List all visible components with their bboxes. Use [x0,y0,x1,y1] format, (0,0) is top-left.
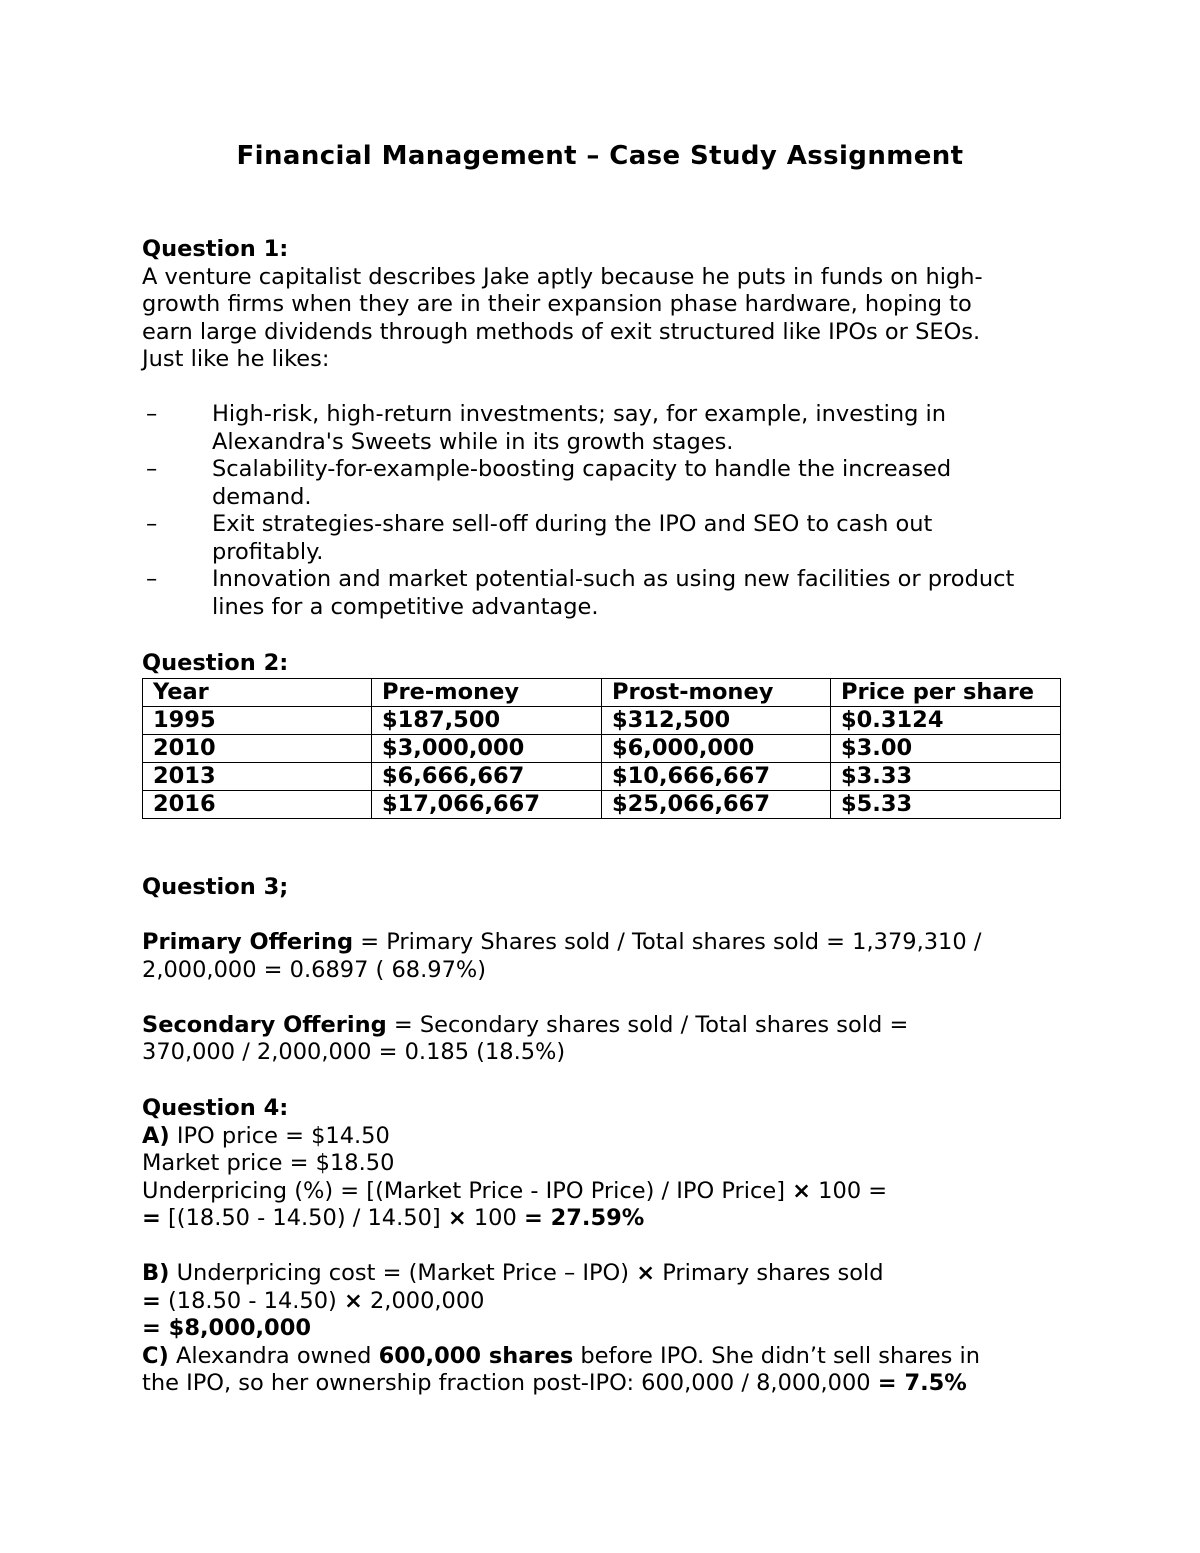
question-4-heading: Question 4: [142,1095,289,1121]
part-c-text: before IPO. She didn’t sell shares in [573,1342,980,1369]
table-header-cell: Price per share [831,678,1061,706]
table-header-cell: Year [143,678,372,706]
ownership-result: = 7.5% [877,1370,967,1396]
table-cell: $6,000,000 [602,734,831,762]
table-cell: $3.33 [831,762,1061,790]
table-row [143,762,1061,790]
bullet-line: Exit strategies-share sell-off during the IPO and SEO to cash out [212,511,933,537]
list-item [142,566,1062,621]
times-symbol: × [447,1205,467,1231]
bullet-line: Innovation and market potential-such as using new facilities or product [212,566,1015,592]
part-b-formula [142,1260,1062,1288]
secondary-offering-formula: = Secondary shares sold / Total shares sold = [386,1011,909,1038]
table-cell: $187,500 [372,706,602,734]
part-b-result [142,1315,1062,1343]
part-c-label: C) [142,1342,169,1369]
bullet-line: Alexandra's Sweets while in its growth stages. [212,428,734,455]
part-c-line-2 [142,1370,1062,1398]
dash-bullet-icon: – [146,511,158,537]
underpricing-result: = 27.59% [523,1205,645,1231]
question-1-paragraph-line: Just like he likes: [142,346,330,372]
part-a-market-price: Market price = $18.50 [142,1150,395,1176]
bullet-line: lines for a competitive advantage. [212,593,599,620]
underpricing-cost-result: = $8,000,000 [142,1315,312,1341]
times-symbol: × [792,1177,812,1204]
list-item [142,456,1062,511]
table-cell: $3.00 [831,734,1061,762]
question-2-section [142,650,1062,819]
table-row [143,790,1061,818]
primary-offering-label: Primary Offering [142,929,354,955]
table-cell: $312,500 [602,706,831,734]
table-cell: $0.3124 [831,706,1061,734]
question-4-section [142,1095,1062,1398]
calc-text: [(18.50 - 14.50) / 14.50] [160,1205,448,1231]
equals-symbol: = [142,1287,161,1314]
valuation-table [142,678,1061,819]
shares-owned: 600,000 shares [378,1342,574,1369]
part-b-calculation [142,1288,1062,1316]
formula-text: Primary shares sold [655,1260,884,1286]
part-a-calculation [142,1205,1062,1233]
question-3-heading: Question 3; [142,874,289,900]
question-1-section [142,236,1062,621]
part-c-line [142,1343,1062,1371]
table-cell: 1995 [143,706,372,734]
table-cell: $17,066,667 [372,790,602,818]
part-b-label: B) [142,1260,170,1286]
list-item [142,511,1062,566]
primary-offering-line [142,929,1062,957]
primary-offering-result: 2,000,000 = 0.6897 ( 68.97%) [142,956,487,983]
formula-text: Underpricing (%) = [(Market Price - IPO Price) / IPO Price] [142,1177,793,1204]
table-cell: $6,666,667 [372,762,602,790]
table-cell: 2016 [143,790,372,818]
dash-bullet-icon: – [146,456,158,482]
calc-text: (18.50 - 14.50) [160,1287,344,1314]
table-cell: 2010 [143,734,372,762]
primary-offering-formula: = Primary Shares sold / Total shares sold = 1,379,310 / [353,929,982,955]
table-header-row [143,678,1061,706]
dash-bullet-icon: – [146,566,158,592]
bullet-line: profitably. [212,538,324,565]
list-item [142,401,1062,456]
table-header-cell: Prost-money [602,678,831,706]
table-cell: 2013 [143,762,372,790]
part-c-text: Alexandra owned [168,1342,379,1369]
times-symbol: × [343,1287,363,1314]
bullet-line: High-risk, high-return investments; say, for example, investing in [212,401,947,427]
table-row [143,734,1061,762]
calc-text: 100 [466,1205,524,1231]
formula-text: 100 = [811,1177,888,1204]
secondary-offering-label: Secondary Offering [142,1011,387,1038]
table-cell: $10,666,667 [602,762,831,790]
ipo-price-text: IPO price = $14.50 [169,1122,390,1149]
calc-text: 2,000,000 [362,1287,485,1314]
table-row [143,706,1061,734]
part-c-text: the IPO, so her ownership fraction post-IPO: 600,000 / 8,000,000 [142,1370,878,1396]
question-1-paragraph-line: growth firms when they are in their expansion phase hardware, hoping to [142,291,972,317]
part-a-label: A) [142,1122,170,1149]
bullet-line: Scalability-for-example-boosting capacity to handle the increased [212,456,952,482]
question-1-paragraph-line: earn large dividends through methods of exit structured like IPOs or SEOs. [142,318,981,345]
question-1-heading: Question 1: [142,236,289,262]
times-symbol: × [636,1260,656,1286]
table-header-cell: Pre-money [372,678,602,706]
part-a-formula [142,1178,1062,1206]
table-cell: $3,000,000 [372,734,602,762]
formula-text: Underpricing cost = (Market Price – IPO) [169,1260,637,1286]
part-a-ipo-price [142,1123,1062,1151]
document-title: Financial Management – Case Study Assignment [236,141,964,171]
question-3-section [142,874,1062,1067]
question-2-heading: Question 2: [142,650,289,676]
equals-symbol: = [142,1205,161,1231]
table-cell: $25,066,667 [602,790,831,818]
table-cell: $5.33 [831,790,1061,818]
bullet-line: demand. [212,483,312,510]
question-1-paragraph-line: A venture capitalist describes Jake aptly because he puts in funds on high- [142,263,983,290]
secondary-offering-result: 370,000 / 2,000,000 = 0.185 (18.5%) [142,1039,566,1065]
question-1-bullet-list [142,401,1062,621]
secondary-offering-line [142,1012,1062,1040]
dash-bullet-icon: – [146,401,158,427]
